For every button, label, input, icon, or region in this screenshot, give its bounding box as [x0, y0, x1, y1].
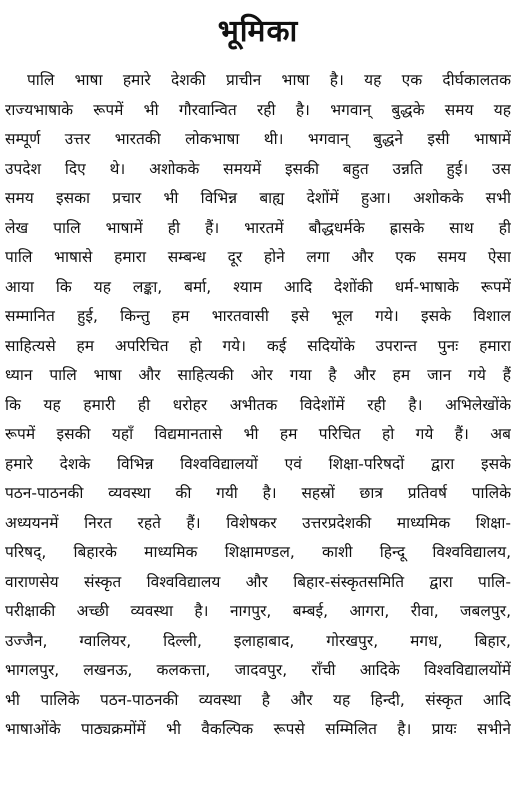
- text-line: पठन-पाठनकी व्यवस्था की गयी है। सहस्रों छात्र प्रतिवर्ष पालिके: [5, 484, 511, 502]
- text-line: रूपमें इसकी यहाँ विद्यमानतासे भी हम परिचित हो गये हैं। अब: [5, 425, 511, 443]
- page-title: भूमिका: [217, 14, 299, 49]
- text-line: भाषाओंके पाठ्यक्रमोंमें भी वैकल्पिक रूपसे सम्मिलित है। प्रायः सभीने: [5, 720, 511, 738]
- text-line: सम्मानित हुई, किन्तु हम भारतवासी इसे भूल गये। इसके विशाल: [5, 307, 511, 325]
- body-paragraph: [5, 66, 511, 745]
- text-line: पालि भाषासे हमारा सम्बन्ध दूर होने लगा और एक समय ऐसा: [5, 248, 511, 266]
- text-line: वाराणसेय संस्कृत विश्वविद्यालय और बिहार-संस्कृतसमिति द्वारा पालि-: [5, 572, 511, 591]
- text-line: हमारे देशके विभिन्न विश्वविद्यालयों एवं शिक्षा-परिषदों द्वारा इसके: [5, 454, 511, 473]
- text-line: भी पालिके पठन-पाठनकी व्यवस्था है और यह हिन्दी, संस्कृत आदि: [5, 690, 511, 709]
- text-line: परिषद्, बिहारके माध्यमिक शिक्षामण्डल, काशी हिन्दू विश्वविद्यालय,: [5, 543, 511, 561]
- text-line: पालि भाषा हमारे देशकी प्राचीन भाषा है। यह एक दीर्घकालतक: [27, 71, 511, 89]
- text-line: ध्यान पालि भाषा और साहित्यकी ओर गया है और हम जान गये हैं: [5, 366, 511, 384]
- text-line: कि यह हमारी ही धरोहर अभीतक विदेशोंमें रही है। अभिलेखोंके: [5, 395, 511, 414]
- text-line: लेख पालि भाषामें ही हैं। भारतमें बौद्धधर्मके ह्रासके साथ ही: [5, 218, 511, 237]
- text-line: साहित्यसे हम अपरिचित हो गये। कई सदियोंके उपरान्त पुनः हमारा: [5, 336, 511, 355]
- text-line: राज्यभाषाके रूपमें भी गौरवान्वित रही है। भगवान् बुद्धके समय यह: [5, 100, 511, 119]
- text-line: भागलपुर, लखनऊ, कलकत्ता, जादवपुर, राँची आदिके विश्वविद्यालयोंमें: [5, 661, 511, 679]
- text-line: सम्पूर्ण उत्तर भारतकी लोकभाषा थी। भगवान् बुद्धने इसी भाषामें: [5, 130, 511, 148]
- text-line: समय इसका प्रचार भी विभिन्न बाह्य देशोंमें हुआ। अशोकके सभी: [5, 189, 511, 207]
- text-line: उपदेश दिए थे। अशोकके समयमें इसकी बहुत उन्नति हुई। उस: [5, 159, 511, 178]
- text-line: परीक्षाकी अच्छी व्यवस्था है। नागपुर, बम्बई, आगरा, रीवा, जबलपुर,: [5, 602, 511, 620]
- text-line: अध्ययनमें निरत रहते हैं। विशेषकर उत्तरप्रदेशकी माध्यमिक शिक्षा-: [5, 513, 511, 532]
- text-line: उज्जैन, ग्वालियर, दिल्ली, इलाहाबाद, गोरखपुर, मगध, बिहार,: [5, 631, 511, 650]
- text-line: आया कि यह लङ्का, बर्मा, श्याम आदि देशोंकी धर्म-भाषाके रूपमें: [5, 277, 511, 296]
